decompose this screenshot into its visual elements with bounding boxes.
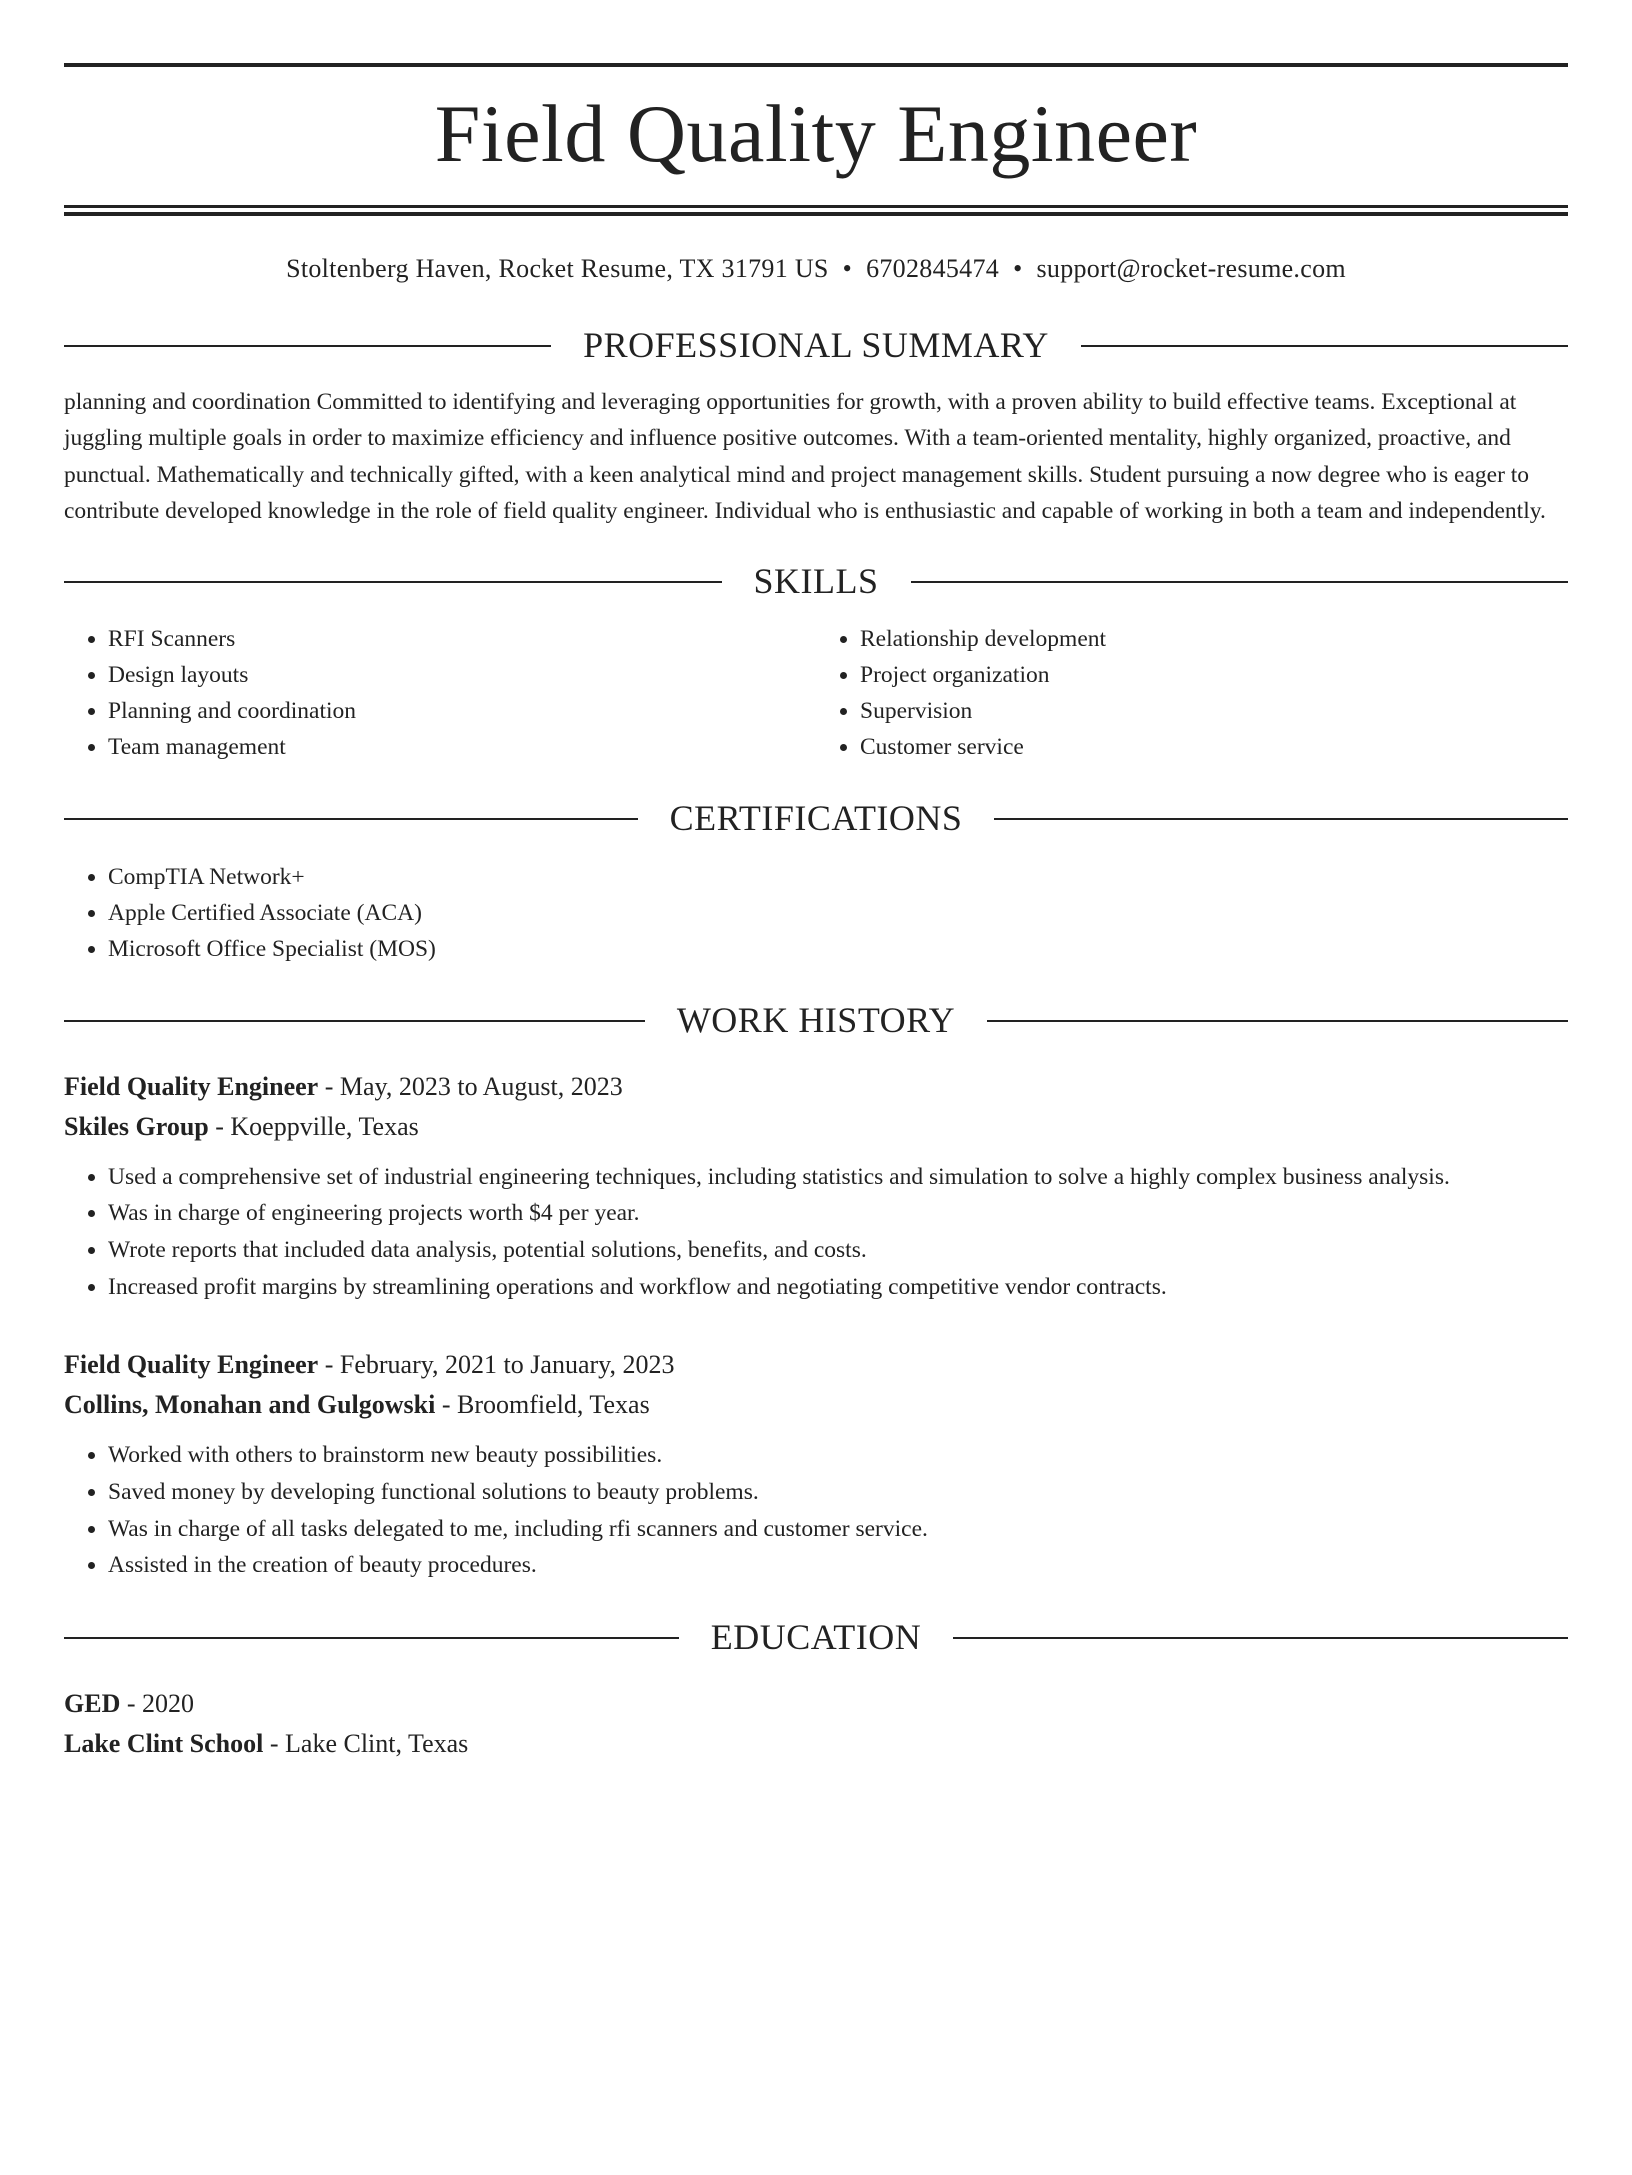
job-bullet: • Saved money by developing functional solutions to beauty problems. [108, 1474, 1568, 1511]
heading-rule [953, 1637, 1568, 1639]
job-company: Skiles Group [64, 1111, 209, 1141]
education-location: - Lake Clint, Texas [263, 1728, 469, 1758]
skill-item: • Design layouts [108, 657, 816, 693]
job-title: Field Quality Engineer [64, 1350, 319, 1380]
skill-item: • Customer service [860, 729, 1568, 765]
job-location: - Koeppville, Texas [208, 1111, 419, 1141]
education-entry [64, 1684, 1568, 1764]
heading-rule [64, 1020, 645, 1022]
skill-item: • Team management [108, 729, 816, 765]
job-company-line [64, 1385, 1568, 1425]
skill-item: • Planning and coordination [108, 693, 816, 729]
section-title: PROFESSIONAL SUMMARY [583, 325, 1049, 366]
certification-item: • CompTIA Network+ [108, 859, 1568, 895]
job-bullet: • Was in charge of engineering projects worth $4 per year. [108, 1195, 1568, 1232]
summary-text: planning and coordination Committed to identifying and leveraging opportunities for growth, with a proven ability to build effective teams. Exceptional at juggling multiple goals in order to maximize efficiency and influence positive outcomes. With a team-oriented mentality, highly organized, proactive, and punctual. Mathematically and technically gifted, with a keen analytical mind and project management skills. Student pursuing a now degree who is eager to contribute developed knowledge in the role of field quality engineer. Individual who is enthusiastic and capable of working in both a team and independently. [64, 388, 1546, 525]
job-bullet: • Was in charge of all tasks delegated to me, including rfi scanners and customer service. [108, 1511, 1568, 1548]
job-bullet: • Assisted in the creation of beauty procedures. [108, 1547, 1568, 1584]
skill-item: • Relationship development [860, 621, 1568, 657]
top-rule [64, 63, 1568, 67]
heading-rule [64, 818, 638, 820]
section-title: EDUCATION [710, 1617, 922, 1658]
contact-separator: • [842, 254, 853, 284]
skills-column-right [816, 621, 1568, 765]
section-title: WORK HISTORY [676, 999, 956, 1040]
section-heading-skills [64, 562, 1568, 602]
candidate-name: Field Quality Engineer [434, 88, 1198, 179]
heading-rule [1081, 345, 1568, 347]
skill-item: • Project organization [860, 657, 1568, 693]
contact-phone: 6702845474 [866, 254, 1000, 284]
double-rule [64, 205, 1568, 216]
skills-column-left [64, 621, 816, 765]
certifications-list [64, 859, 1568, 967]
skill-item: • RFI Scanners [108, 621, 816, 657]
section-heading-education [64, 1618, 1568, 1658]
section-heading-certifications [64, 799, 1568, 839]
job-bullet: • Wrote reports that included data analysis, potential solutions, benefits, and costs. [108, 1232, 1568, 1269]
heading-rule [64, 581, 722, 583]
certification-item: • Microsoft Office Specialist (MOS) [108, 931, 1568, 967]
heading-rule [911, 581, 1569, 583]
job-company: Collins, Monahan and Gulgowski [64, 1390, 436, 1420]
job-title: Field Quality Engineer [64, 1071, 319, 1101]
job-location: - Broomfield, Texas [435, 1390, 650, 1420]
job-dates: - May, 2023 to August, 2023 [318, 1071, 623, 1101]
education-school-line [64, 1724, 1568, 1764]
skills-list [64, 621, 1568, 765]
education-school: Lake Clint School [64, 1728, 264, 1758]
job-company-line [64, 1107, 1568, 1147]
job-dates: - February, 2021 to January, 2023 [318, 1350, 675, 1380]
job-bullet: • Worked with others to brainstorm new beauty possibilities. [108, 1437, 1568, 1474]
education-year: - 2020 [120, 1688, 195, 1718]
job-entry [64, 1345, 1568, 1584]
education-degree-line [64, 1684, 1568, 1724]
job-title-line [64, 1067, 1568, 1107]
job-entry [64, 1067, 1568, 1306]
section-title: SKILLS [753, 560, 879, 601]
job-title-line [64, 1345, 1568, 1385]
section-title: CERTIFICATIONS [669, 798, 963, 839]
heading-rule [994, 818, 1568, 820]
heading-rule [64, 345, 551, 347]
contact-line [64, 252, 1568, 286]
heading-rule [987, 1020, 1568, 1022]
section-heading-summary [64, 326, 1568, 366]
heading-rule [64, 1637, 679, 1639]
section-heading-work-history [64, 1001, 1568, 1041]
contact-email: support@rocket-resume.com [1036, 254, 1346, 284]
resume-page [0, 63, 1632, 2175]
job-bullet: • Used a comprehensive set of industrial engineering techniques, including statistics and simulation to solve a highly complex business analysis. [108, 1159, 1568, 1196]
education-degree: GED [64, 1688, 121, 1718]
contact-separator: • [1013, 254, 1023, 284]
job-bullet: • Increased profit margins by streamlining operations and workflow and negotiating competitive vendor contracts. [108, 1269, 1568, 1306]
contact-address: Stoltenberg Haven, Rocket Resume, TX 31791 US [286, 254, 829, 284]
skill-item: • Supervision [860, 693, 1568, 729]
certification-item: • Apple Certified Associate (ACA) [108, 895, 1568, 931]
